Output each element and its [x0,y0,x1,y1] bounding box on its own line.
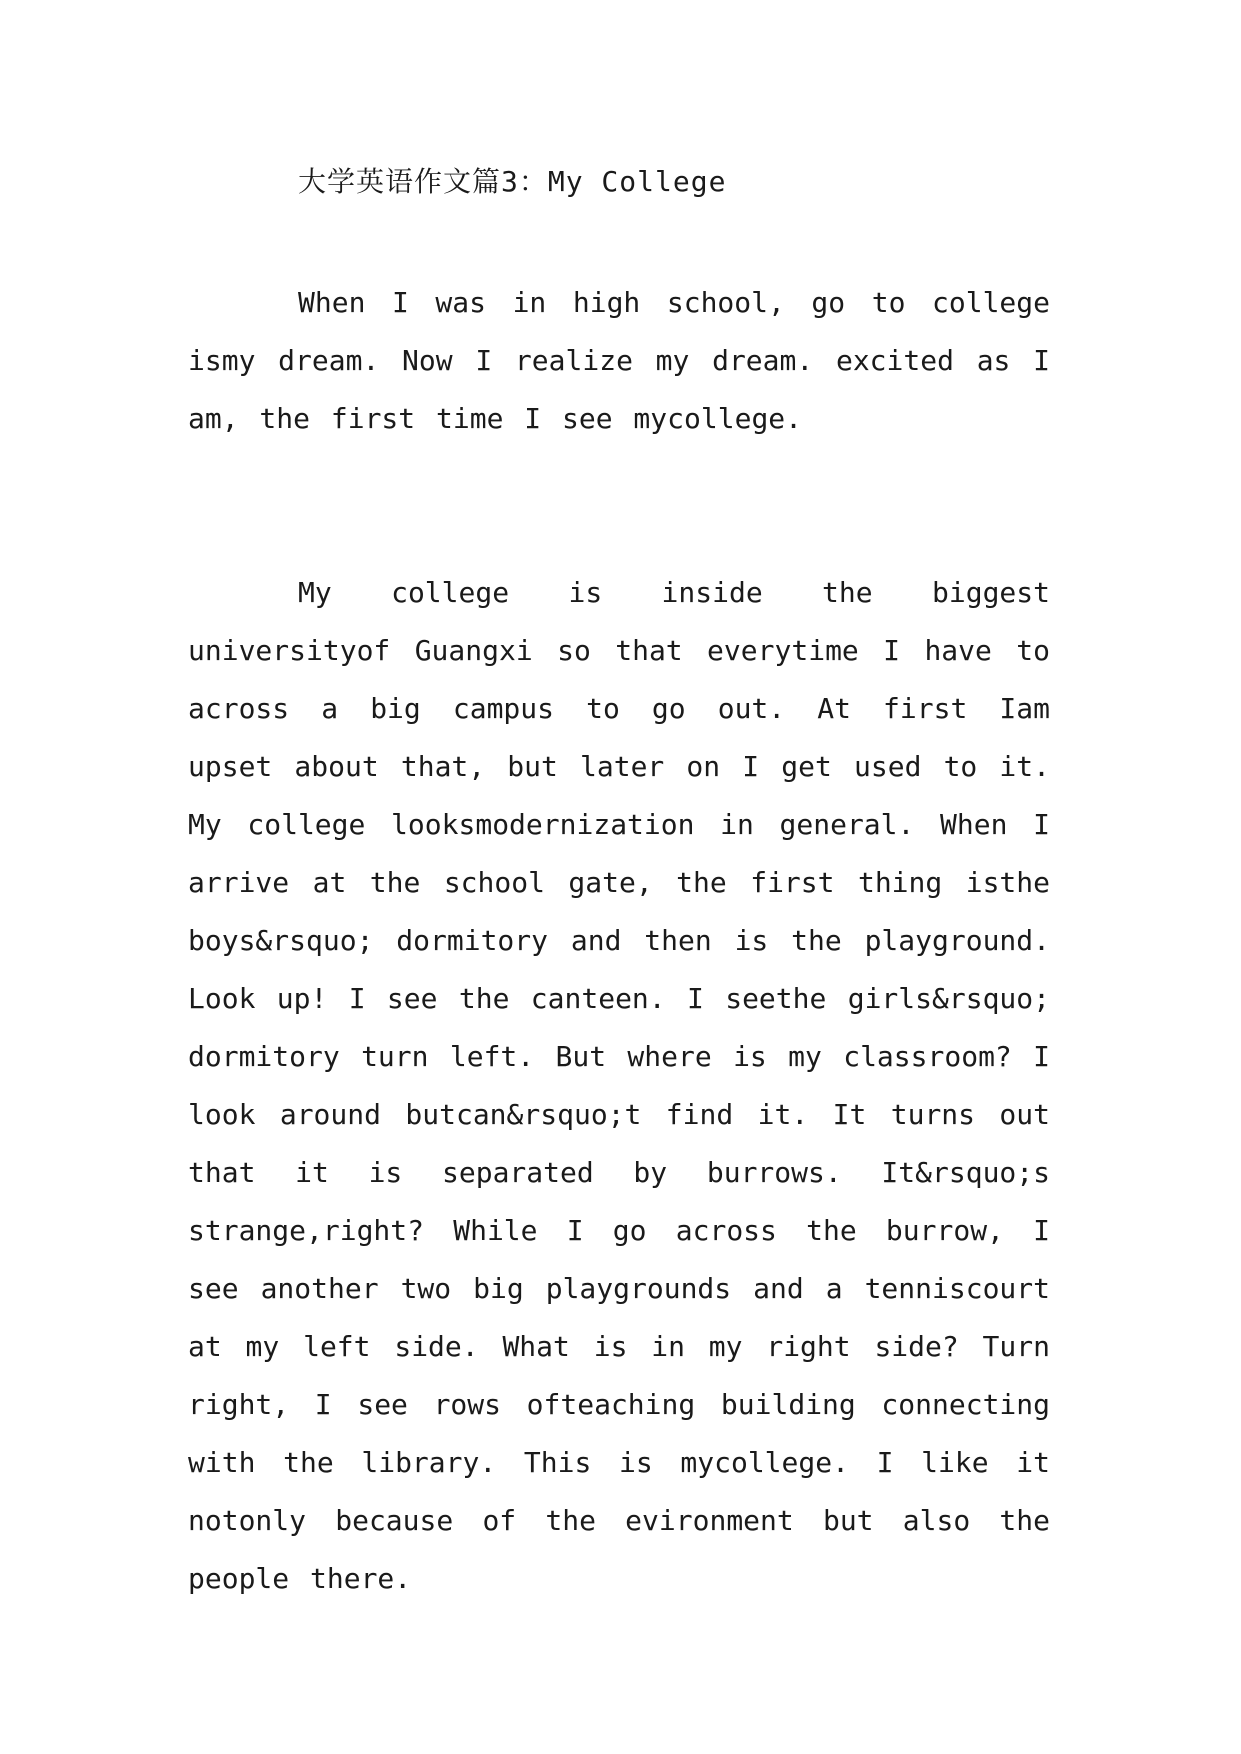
paragraph-body: My college is inside the biggest universityof Guangxi so that everytime I have to across a big campus to go out. At first Iam upset about that, but later on I get used to it. My college looksmodernization in general. When I arrive at the school gate, the first thing isthe boys&rsquo; dormitory and then is the playground. Look up! I see the canteen. I seethe girls&rsquo; dormitory turn left. But where is my classroom? I look around butcan&rsquo;t find it. It turns out that it is separated by burrows. It&rsquo;s strange,right? While I go across the burrow, I see another two big playgrounds and a tenniscourt at my left side. What is in my right side? Turn right, I see rows ofteaching building connecting with the library. This is mycollege. I like it notonly because of the evironment but also the people there. [188,576,1050,1595]
document-title: 大学英语作文篇3：My College [298,165,727,198]
paragraph-intro: When I was in high school, go to college ismy dream. Now I realize my dream. excited as I am, the first time I see mycollege. [188,286,1050,435]
